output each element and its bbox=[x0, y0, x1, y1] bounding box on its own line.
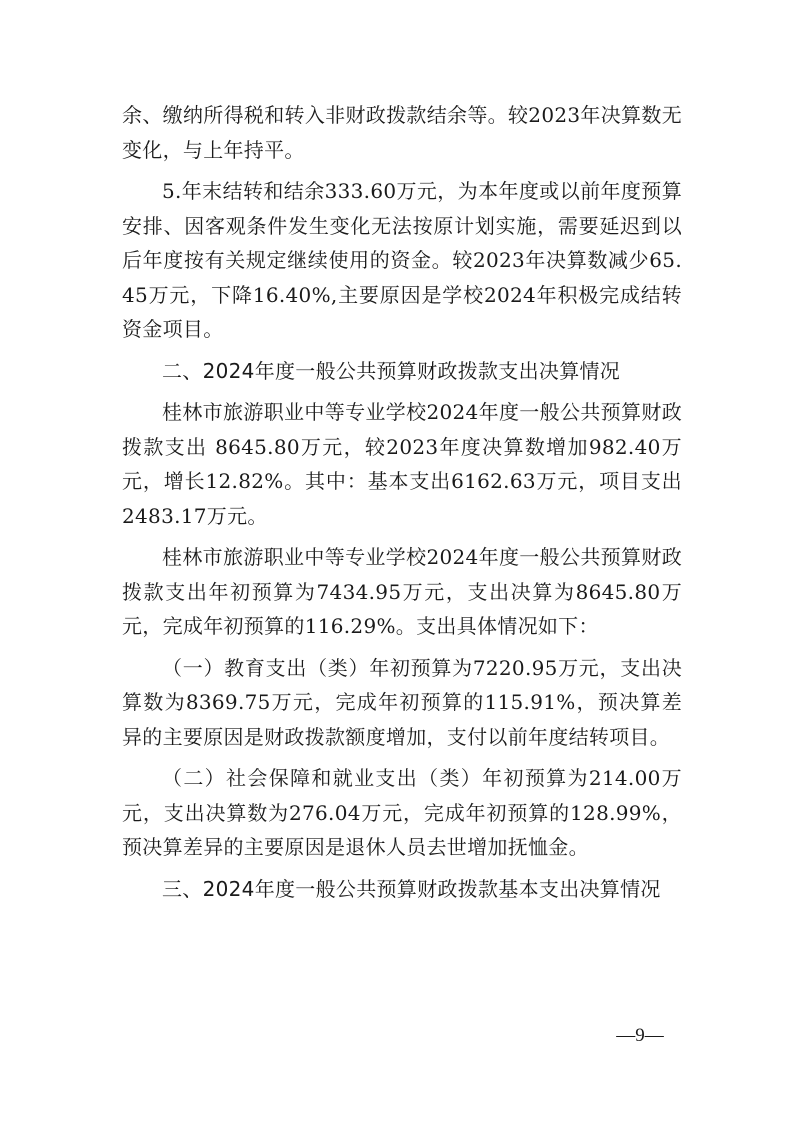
section-heading-3: 三、2024年度一般公共预算财政拨款基本支出决算情况 bbox=[162, 876, 661, 901]
paragraph-budget-vs-final: 桂林市旅游职业中等专业学校2024年度一般公共预算财政拨款支出年初预算为7434.95万元，支出决算为8645.80万元，完成年初预算的116.29%。支出具体情况如下： bbox=[122, 545, 682, 638]
paragraph-education-expenditure: （一）教育支出（类）年初预算为7220.95万元，支出决算数为8369.75万元，完成年初预算的115.91%，预决算差异的主要原因是财政拨款额度增加，支付以前年度结转项目。 bbox=[122, 655, 682, 749]
paragraph-social-security-expenditure: （二）社会保障和就业支出（类）年初预算为214.00万元，支出决算数为276.04万元，完成年初预算的128.99%，预决算差异的主要原因是退休人员去世增加抚恤金。 bbox=[122, 766, 682, 859]
page-body bbox=[122, 98, 682, 906]
paragraph-expenditure-total: 桂林市旅游职业中等专业学校2024年度一般公共预算财政拨款支出 8645.80万元，较2023年度决算数增加982.40万元，增长12.82%。其中：基本支出6162.63万元，项目支出2483.17万元。 bbox=[122, 400, 682, 528]
page-number: —9— bbox=[616, 1025, 664, 1046]
paragraph-year-end-balance: 5.年末结转和结余333.60万元，为本年度或以前年度预算安排、因客观条件发生变化无法按原计划实施，需要延迟到以后年度按有关规定继续使用的资金。较2023年决算数减少65.45万元，下降16.40%,主要原因是学校2024年积极完成结转资金项目。 bbox=[122, 179, 682, 341]
paragraph-continuation: 余、缴纳所得税和转入非财政拨款结余等。较2023年决算数无变化，与上年持平。 bbox=[122, 103, 682, 162]
section-heading-2: 二、2024年度一般公共预算财政拨款支出决算情况 bbox=[162, 358, 621, 383]
